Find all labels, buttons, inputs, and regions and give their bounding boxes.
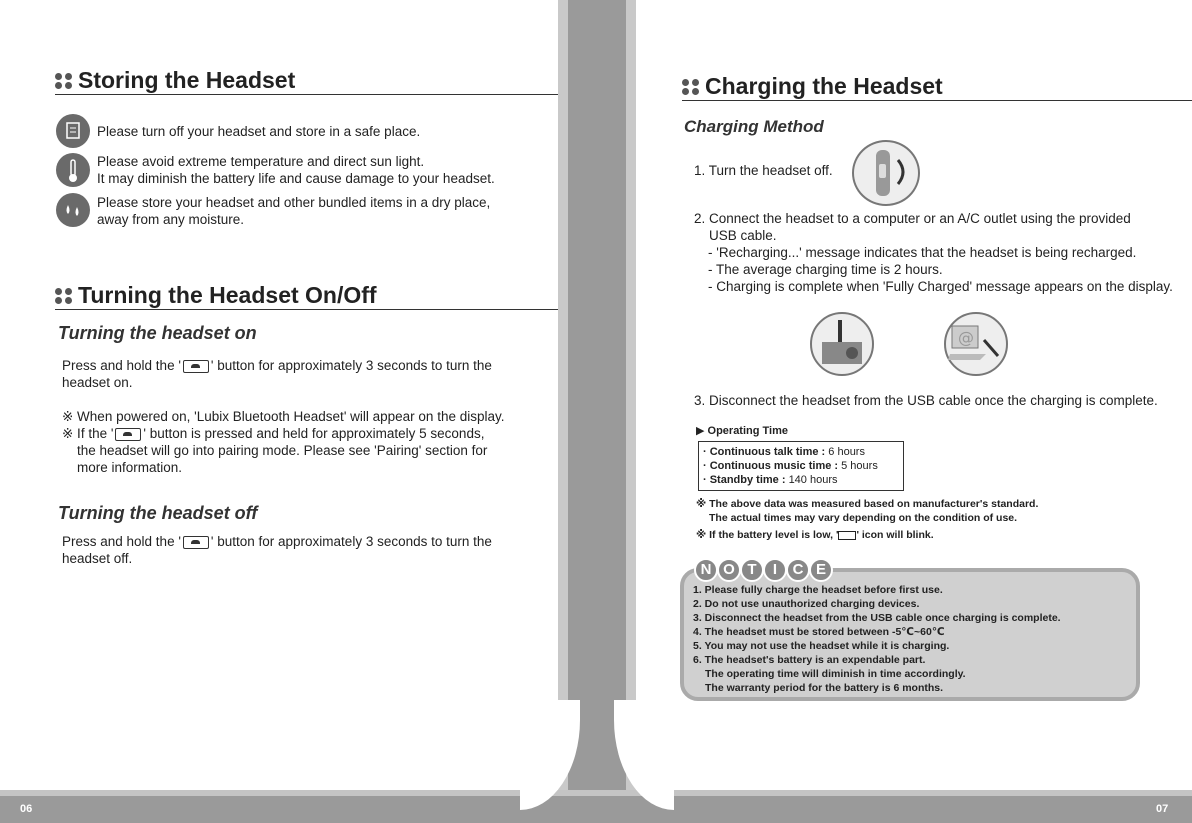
turning-off-text: Press and hold the ' ' button for approximately 3 seconds to turn the headset off. [62, 534, 492, 566]
bullet-dots-icon [682, 79, 702, 97]
step-2-bullet: - Charging is complete when 'Fully Charged' message appears on the display. [708, 279, 1173, 294]
operating-time-label: ▶ Operating Time [696, 425, 788, 437]
thermometer-icon [56, 153, 90, 187]
turning-off-heading: Turning the headset off [58, 503, 258, 523]
step-2-line1: 2. Connect the headset to a computer or an A/C outlet using the provided [694, 211, 1131, 226]
phone-button-icon [115, 428, 141, 441]
phone-button-icon [183, 360, 209, 373]
document-icon [56, 114, 90, 148]
notice-item: 6. The headset's battery is an expendable part. [693, 654, 926, 666]
step-2-line2: USB cable. [709, 228, 777, 243]
notice-letter: T [740, 558, 764, 582]
notice-list [693, 583, 1133, 695]
turning-on-heading: Turning the headset on [58, 323, 257, 343]
operating-notes: ※ The above data was measured based on manufacturer's standard. The actual times may vary depending on the condition of use. ※ If the battery level is low, ' ' icon will blink. [696, 498, 1039, 541]
note-powered-on: ※ When powered on, 'Lubix Bluetooth Headset' will appear on the display. [62, 409, 505, 424]
note-actual-times: The actual times may vary depending on the condition of use. [709, 512, 1018, 524]
water-drops-icon [56, 193, 90, 227]
triangle-right-icon: ▶ [696, 425, 708, 437]
notice-letter: C [786, 558, 810, 582]
step-3: 3. Disconnect the headset from the USB cable once the charging is complete. [694, 393, 1158, 408]
storing-item-2 [97, 153, 495, 187]
charging-method-heading: Charging Method [684, 117, 824, 136]
headset-off-illustration [852, 140, 920, 206]
notice-item: The operating time will diminish in time accordingly. [705, 668, 966, 680]
usb-charger-illustration [810, 312, 874, 376]
storing-item-3 [97, 194, 490, 228]
storing-title: Storing the Headset [55, 67, 295, 94]
notice-item: 5. You may not use the headset while it is charging. [693, 640, 950, 652]
svg-text:@: @ [958, 328, 974, 347]
step-2-bullet: - The average charging time is 2 hours. [708, 262, 943, 277]
page-number-right: 07 [1156, 803, 1169, 815]
storing-rule [55, 94, 558, 95]
notice-item: 4. The headset must be stored between -5℃~60℃ [693, 626, 945, 638]
phone-button-icon [183, 536, 209, 549]
operating-row: · Continuous music time : 5 hours [703, 460, 878, 472]
operating-row: · Standby time : 140 hours [703, 474, 838, 486]
notice-item: 2. Do not use unauthorized charging devices. [693, 598, 920, 610]
laptop-usb-illustration [944, 312, 1008, 376]
storing-item-3-line1: Please store your headset and other bundled items in a dry place, [97, 195, 491, 210]
notice-item: 3. Disconnect the headset from the USB cable once charging is complete. [693, 612, 1061, 624]
operating-row: · Continuous talk time : 6 hours [703, 446, 865, 458]
notice-letter: N [694, 558, 718, 582]
turning-on-text: Press and hold the ' ' button for approximately 3 seconds to turn the headset on. [62, 358, 492, 390]
step-2-bullet: - 'Recharging...' message indicates that the headset is being recharged. [708, 245, 1137, 260]
notice-item: The warranty period for the battery is 6 months. [705, 682, 944, 694]
notice-letter: I [763, 558, 787, 582]
storing-item-3-line2: away from any moisture. [97, 212, 245, 227]
page-number-left: 06 [20, 803, 33, 815]
charging-rule [682, 100, 1192, 101]
storing-item-2-line2: It may diminish the battery life and cause damage to your headset. [97, 171, 495, 186]
operating-time-table [698, 441, 904, 491]
onoff-notes: ※ When powered on, 'Lubix Bluetooth Headset' will appear on the display. ※ If the ' ' button is pressed and held for approximately 5 seconds, the headset will go into pairing mode. Please see 'Pairing' section for more information. [62, 408, 542, 476]
notice-letter: O [717, 558, 741, 582]
notice-item: 1. Please fully charge the headset before first use. [693, 584, 943, 596]
footer-bar [0, 790, 1192, 823]
charging-title: Charging the Headset [682, 73, 943, 100]
storing-item-2-line1: Please avoid extreme temperature and direct sun light. [97, 154, 425, 169]
storing-item-1: Please turn off your headset and store in a safe place. [97, 124, 421, 139]
bullet-dots-icon [55, 288, 75, 306]
notice-letter: E [809, 558, 833, 582]
battery-low-icon [838, 531, 856, 540]
onoff-rule [55, 309, 558, 310]
bullet-dots-icon [55, 73, 75, 91]
book-gutter [558, 0, 636, 800]
step-1: 1. Turn the headset off. [694, 163, 833, 178]
onoff-title: Turning the Headset On/Off [55, 282, 377, 309]
step-2 [694, 210, 1174, 295]
note-measured: ※ The above data was measured based on manufacturer's standard. [696, 498, 1039, 510]
